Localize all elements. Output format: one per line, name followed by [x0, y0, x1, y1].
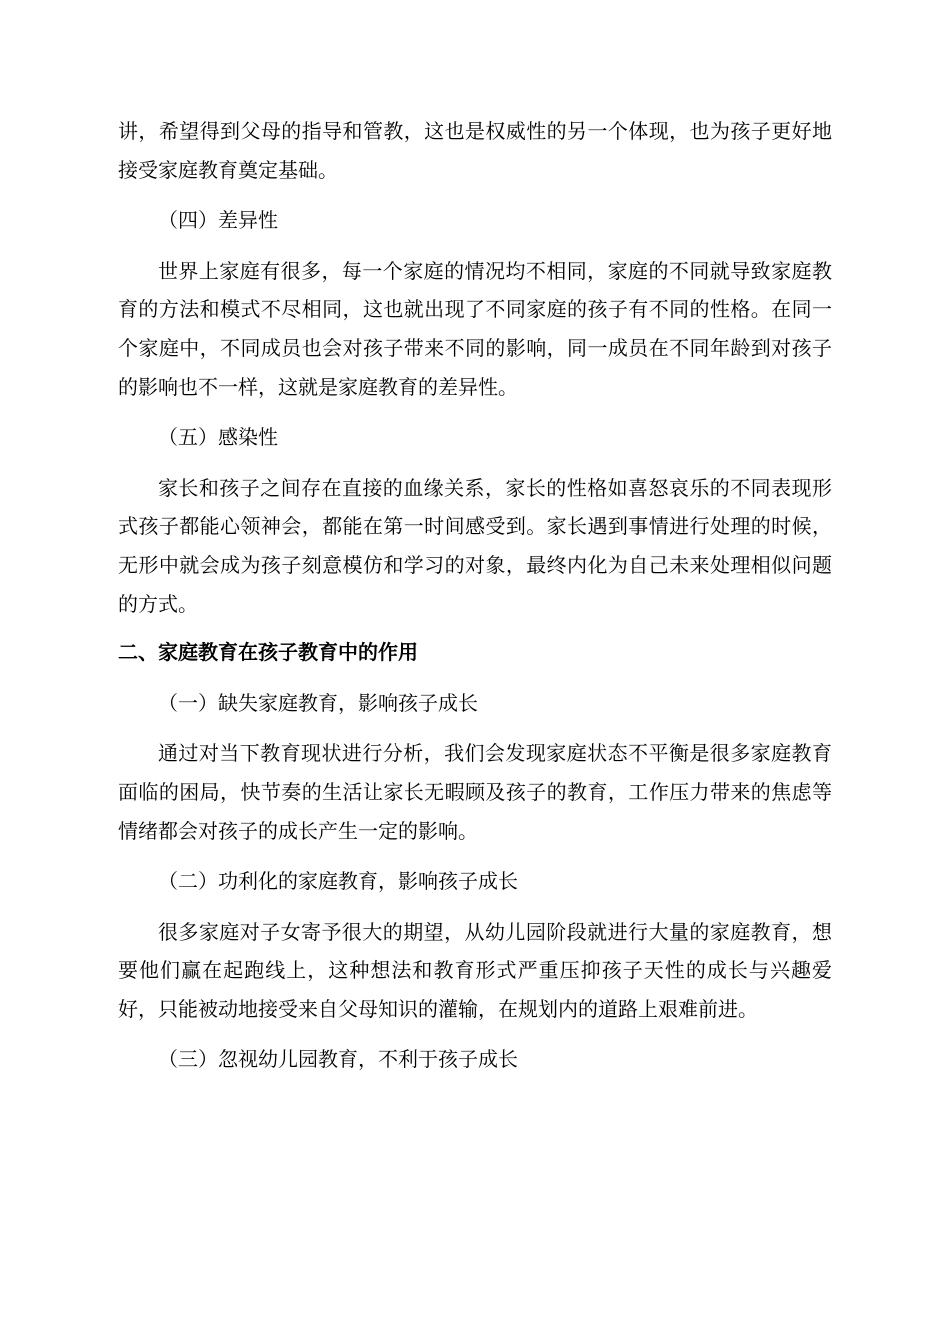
document-body — [118, 112, 832, 1091]
continued-paragraph: 讲，希望得到父母的指导和管教，这也是权威性的另一个体现，也为孩子更好地接受家庭教育奠定基础。 — [118, 119, 832, 182]
paragraph-utilitarian-education: 很多家庭对子女寄予很大的期望，从幼儿园阶段就进行大量的家庭教育，想要他们赢在起跑线上，这种想法和教育形式严重压抑孩子天性的成长与兴趣爱好，只能被动地接受来自父母知识的灌输，在规划内的道路上艰难前进。 — [118, 919, 832, 1021]
paragraph-differences: 世界上家庭有很多，每一个家庭的情况均不相同，家庭的不同就导致家庭教育的方法和模式不尽相同，这也就出现了不同家庭的孩子有不同的性格。在同一个家庭中，不同成员也会对孩子带来不同的影响，同一成员在不同年龄到对孩子的影响也不一样，这就是家庭教育的差异性。 — [118, 258, 832, 399]
subheading-lack-of-family-education: （一）缺失家庭教育，影响孩子成长 — [158, 690, 478, 715]
subheading-ignoring-kindergarten: （三）忽视幼儿园教育，不利于孩子成长 — [158, 1047, 518, 1072]
subheading-differences: （四）差异性 — [158, 208, 278, 233]
subheading-influence: （五）感染性 — [158, 425, 278, 450]
paragraph-lack-of-family-education: 通过对当下教育现状进行分析，我们会发现家庭状态不平衡是很多家庭教育面临的困局，快节奏的生活让家长无暇顾及孩子的教育，工作压力带来的焦虑等情绪都会对孩子的成长产生一定的影响。 — [118, 741, 832, 843]
section-heading-role: 二、家庭教育在孩子教育中的作用 — [118, 640, 418, 665]
paragraph-influence: 家长和孩子之间存在直接的血缘关系，家长的性格如喜怒哀乐的不同表现形式孩子都能心领神会，都能在第一时间感受到。家长遇到事情进行处理的时候，无形中就会成为孩子刻意模仿和学习的对象，最终内化为自己未来处理相似问题的方式。 — [118, 475, 832, 616]
subheading-utilitarian-education: （二）功利化的家庭教育，影响孩子成长 — [158, 869, 518, 894]
